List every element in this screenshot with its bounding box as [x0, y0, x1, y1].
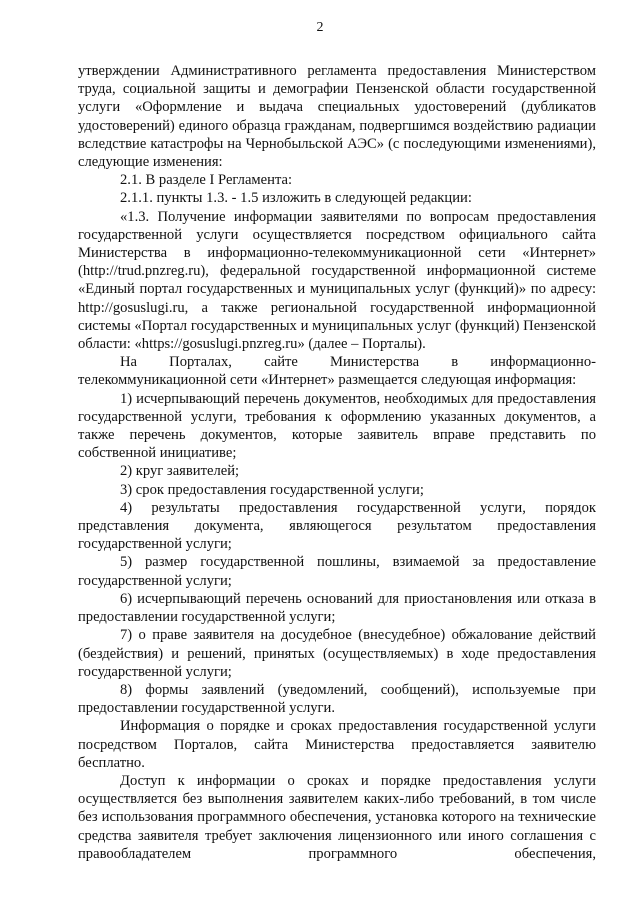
paragraph-clause-1-3: «1.3. Получение информации заявителями по вопросам предоставления государственной услуги осуществляется посредством официального сайта Министерства в информационно-телекоммуникационной сети «Интернет» (http://trud.pnzreg.ru), федеральной государственной информационной системе «Единый портал государственных и муниципальных услуг (функций)» по адресу: http://gosuslugi.ru, а также региональной государственной информационной системы «Портал государственных и муниципальных услуг (функций) Пензенской области: «https://gosuslugi.pnzreg.ru» (далее – Порталы).: [78, 208, 596, 353]
list-item-7: 7) о праве заявителя на досудебное (внесудебное) обжалование действий (бездействия) и решений, принятых (осуществляемых) в ходе предоставления государственной услуги;: [78, 627, 596, 680]
list-item-2: 2) круг заявителей;: [120, 463, 240, 480]
list-item-8: 8) формы заявлений (уведомлений, сообщений), используемые при предоставлении государственной услуги.: [78, 681, 596, 717]
list-item-5: 5) размер государственной пошлины, взимаемой за предоставление государственной услуги;: [78, 554, 596, 589]
paragraph-intro: утверждении Административного регламента предоставления Министерством труда, социальной защиты и демографии Пензенской области государственной услуги «Оформление и выдача специальных удостоверений (дубликатов удостоверений) единого образца гражданам, подвергшимся воздействию радиации вследствие катастрофы на Чернобыльской АЭС» (с последующими изменениями), следующие изменения:: [78, 63, 596, 171]
list-item-4: 4) результаты предоставления государственной услуги, порядок представления документа, являющегося результатом предоставления государственной услуги;: [78, 499, 596, 553]
page-number: 2: [316, 20, 324, 35]
paragraph-portals-info: На Порталах, сайте Министерства в информационно-телекоммуникационной сети «Интернет» размещается следующая информация:: [78, 354, 596, 389]
paragraph-access-info: Доступ к информации о сроках и порядке предоставления услуги осуществляется без выполнения заявителем каких-либо требований, в том числе без использования программного обеспечения, установка которого на технические средства заявителя требует заключения лицензионного или иного соглашения с правообладателем программного обеспечения,: [78, 772, 596, 862]
paragraph-section-1: 2.1. В разделе I Регламента:: [120, 172, 293, 189]
document-body: [78, 62, 596, 863]
list-item-6: 6) исчерпывающий перечень оснований для приостановления или отказа в предоставлении государственной услуги;: [78, 590, 596, 626]
paragraph-free-info: Информация о порядке и сроках предоставления государственной услуги посредством Порталов, сайта Министерства предоставляется заявителю бесплатно.: [78, 718, 596, 771]
list-item-3: 3) срок предоставления государственной услуги;: [120, 481, 424, 498]
paragraph-item-2-1-1: 2.1.1. пункты 1.3. - 1.5 изложить в следующей редакции:: [120, 190, 472, 207]
list-item-1: 1) исчерпывающий перечень документов, необходимых для предоставления государственной услуги, требования к оформлению указанных документов, а также перечень документов, которые заявитель вправе представить по собственной инициативе;: [78, 390, 596, 462]
